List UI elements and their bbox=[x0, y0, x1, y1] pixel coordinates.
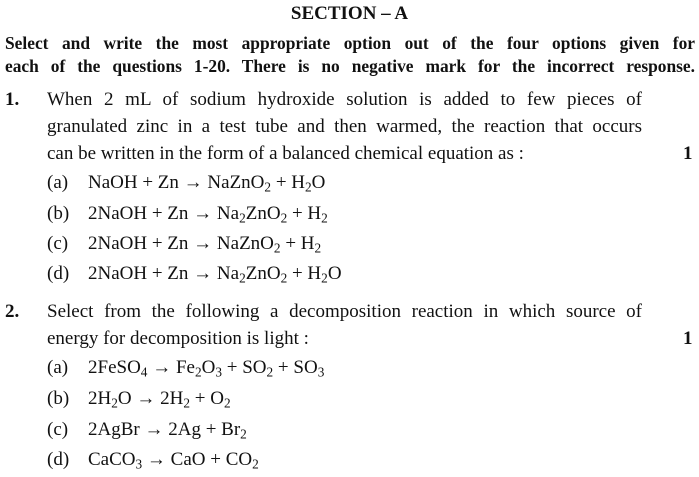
question-marks: 1 bbox=[683, 328, 693, 349]
instruction-line-2: each of the questions 1-20. There is no negative mark for the incorrect response. bbox=[5, 56, 695, 76]
instruction-line-1: Select and write the most appropriate option out of the four options given for bbox=[5, 33, 695, 53]
question-marks: 1 bbox=[683, 143, 693, 164]
option-label: (a) bbox=[47, 172, 69, 193]
option-label: (d) bbox=[47, 263, 70, 284]
option-label: (a) bbox=[47, 357, 69, 378]
option-equation: 2AgBr → $2Ag + Br_2$ bbox=[88, 419, 247, 442]
option-label: (b) bbox=[47, 203, 70, 224]
question-text-line: granulated zinc in a test tube and then warmed, the reaction that occurs bbox=[47, 116, 642, 137]
option-equation: 2NaOH + Zn → NaZnO$_2$ + $H_2$ bbox=[88, 233, 322, 256]
section-title: SECTION – A bbox=[290, 3, 409, 24]
option-label: (c) bbox=[47, 419, 69, 440]
question-text-line: can be written in the form of a balanced chemical equation as : bbox=[47, 143, 524, 164]
question-text-line: When 2 mL of sodium hydroxide solution is added to few pieces of bbox=[47, 89, 642, 110]
option-equation: 2FeSO$_4$ → $Fe_2O_3 + SO_2 + SO_3$ bbox=[88, 357, 325, 380]
option-equation: $2H_2O \to 2H_2 + O_2$ bbox=[88, 388, 231, 411]
question-number: 1. bbox=[5, 89, 20, 110]
option-label: (b) bbox=[47, 388, 70, 409]
option-equation: 2NaOH + $Zn \to Na_2ZnO_2 + H_2$ bbox=[88, 203, 328, 226]
option-equation: NaOH + Zn → NaZnO$_2$ + $H_2O$ bbox=[88, 172, 326, 195]
question-text-line: Select from the following a decomposition reaction in which source of bbox=[47, 301, 642, 322]
option-equation: CaCO$_3$ → CaO + $CO_2$ bbox=[88, 449, 259, 472]
question-text-line: energy for decomposition is light : bbox=[47, 328, 309, 349]
option-label: (c) bbox=[47, 233, 69, 254]
option-equation: 2NaOH + $Zn \to Na_2ZnO_2 + H_2O$ bbox=[88, 263, 342, 286]
option-label: (d) bbox=[47, 449, 70, 470]
question-number: 2. bbox=[5, 301, 20, 322]
